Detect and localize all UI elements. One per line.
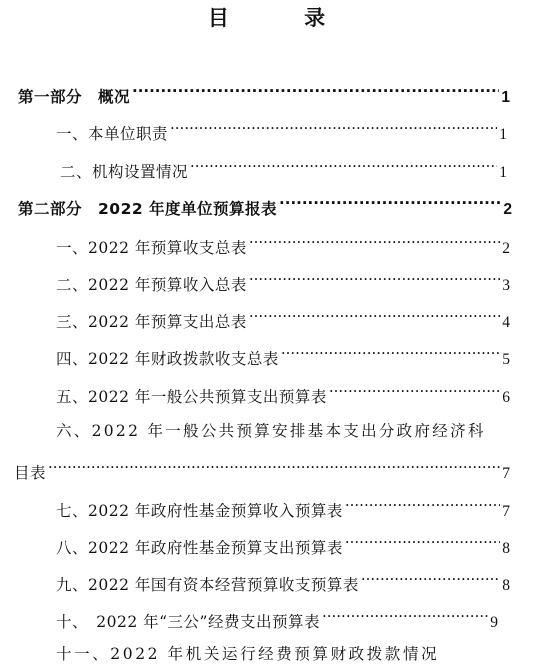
toc-entry[interactable]: [14, 456, 510, 485]
toc-entry[interactable]: [60, 155, 507, 184]
toc-title: 目 录: [207, 6, 360, 30]
toc-page-number: 1: [499, 164, 507, 181]
toc-page-number: 2: [502, 240, 510, 257]
toc-entry[interactable]: [56, 568, 510, 597]
toc-entry-label: 五、2022 年一般公共预算支出预算表: [56, 388, 327, 406]
toc-entry-label: 第二部分 2022 年度单位预算报表: [18, 200, 278, 218]
toc-entry-label: 九、2022 年国有资本经营预算收支预算表: [56, 576, 359, 594]
toc-page-number: 8: [502, 577, 510, 594]
dot-leader: [249, 231, 500, 253]
toc-entry-label-line1[interactable]: 六、2022 年一般公共预算安排基本支出分政府经济科: [56, 422, 486, 440]
toc-entry-part-1[interactable]: [18, 80, 510, 109]
dot-leader: [361, 568, 500, 590]
dot-leader: [329, 380, 500, 402]
toc-entry[interactable]: [56, 380, 510, 409]
toc-entry[interactable]: [56, 117, 507, 146]
toc-entry-label: 八、2022 年政府性基金预算支出预算表: [56, 539, 343, 557]
dot-leader: [345, 494, 500, 516]
dot-leader: [279, 192, 501, 214]
toc-entry-label: 十、 2022 年“三公”经费支出预算表: [56, 613, 320, 631]
dot-leader: [249, 305, 500, 327]
dot-leader: [345, 531, 500, 553]
dot-leader: [132, 80, 499, 102]
toc-entry[interactable]: [56, 268, 510, 297]
dot-leader: [322, 605, 488, 627]
toc-page-number: 9: [490, 614, 498, 631]
toc-entry-label: 一、本单位职责: [56, 125, 169, 143]
toc-page-number: 1: [501, 89, 510, 106]
toc-page-number: 2: [503, 201, 512, 218]
dot-leader: [190, 155, 497, 177]
toc-entry-label: 一、2022 年预算收支总表: [56, 239, 247, 257]
toc-page-number: 7: [502, 503, 510, 520]
toc-entry-part-2[interactable]: [18, 192, 512, 221]
toc-entry-label: 三、2022 年预算支出总表: [56, 313, 247, 331]
toc-entry-label: 四、2022 年财政拨款收支总表: [56, 350, 279, 368]
toc-entry[interactable]: [56, 494, 510, 523]
dot-leader: [170, 117, 497, 139]
toc-entry[interactable]: [56, 605, 498, 634]
toc-entry-label: 七、2022 年政府性基金预算收入预算表: [56, 502, 343, 520]
dot-leader: [281, 342, 500, 364]
toc-entry-label: 二、2022 年预算收入总表: [56, 276, 247, 294]
toc-entry-label: 目表: [14, 464, 47, 482]
toc-entry-label-line1[interactable]: 十一、2022 年机关运行经费预算财政拨款情况: [56, 645, 440, 663]
toc-page-number: 8: [502, 540, 510, 557]
dot-leader: [48, 456, 500, 478]
toc-entry-label: 二、机构设置情况: [60, 163, 189, 181]
dot-leader: [249, 268, 500, 290]
toc-entry[interactable]: [56, 342, 510, 371]
toc-page-number: 6: [502, 389, 510, 406]
toc-entry[interactable]: [56, 531, 510, 560]
toc-entry[interactable]: [56, 231, 510, 260]
toc-page-number: 4: [502, 314, 510, 331]
toc-page-number: 1: [499, 126, 507, 143]
toc-page-number: 7: [502, 465, 510, 482]
toc-page-number: 5: [502, 351, 510, 368]
toc-entry-label: 第一部分 概况: [18, 88, 131, 106]
toc-page-number: 3: [502, 277, 510, 294]
toc-entry[interactable]: [56, 305, 510, 334]
